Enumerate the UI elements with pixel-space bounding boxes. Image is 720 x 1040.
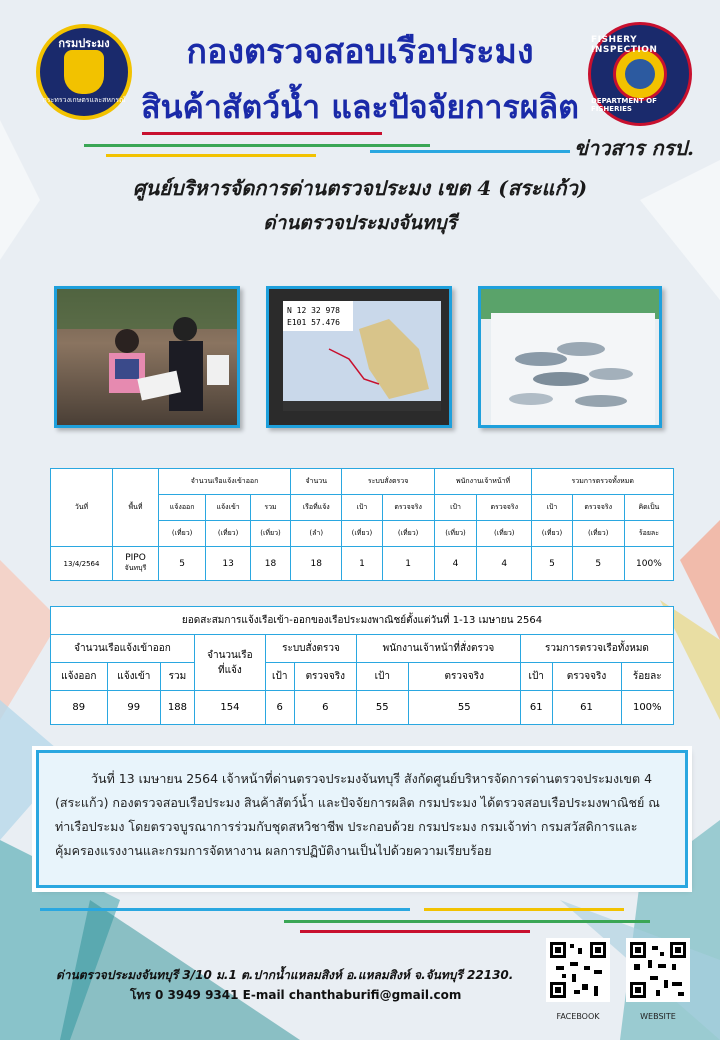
fishery-inspection-logo: [588, 22, 692, 126]
subtitle-center: ศูนย์บริหารจัดการด่านตรวจประมง เขต 4 (สระแก้ว): [132, 176, 588, 200]
unit-in: (เที่ยว): [206, 521, 251, 547]
header-staff: พนักงานเจ้าหน้าที่: [434, 469, 532, 495]
gps-lat-text: N 12 32 978: [287, 306, 340, 315]
website-qr-code[interactable]: [626, 938, 690, 1002]
photo-gps-screen: [266, 286, 452, 428]
fish-catch-illustration: [481, 289, 662, 428]
t2-cell-sum: 188: [161, 691, 195, 725]
divider-blue: [370, 150, 570, 153]
header-ships: เรือที่แจ้ง: [291, 495, 342, 521]
t2-header-total: รวมการตรวจเรือทั้งหมด: [520, 635, 673, 663]
facebook-qr-code[interactable]: [546, 938, 610, 1002]
unit-order-actual: (เที่ยว): [382, 521, 434, 547]
facebook-label: FACEBOOK: [556, 1012, 600, 1021]
t2-cell-ships: 154: [194, 691, 265, 725]
t2-cell-order-target: 6: [265, 691, 294, 725]
gps-lon-text: E101 57.476: [287, 318, 340, 327]
news-tag: ข่าวสาร กรป.: [574, 136, 694, 160]
header-sum: รวม: [250, 495, 290, 521]
footer-contact: โทร 0 3949 9341 E-mail chanthaburifi@gmail.com: [130, 988, 462, 1002]
t2-cell-out: 89: [51, 691, 108, 725]
footer-divider-yellow: [424, 908, 624, 911]
department-of-fisheries-logo: [36, 24, 132, 120]
cell-ships: 18: [291, 547, 342, 581]
officers-illustration: [57, 289, 240, 428]
cell-staff-target: 4: [434, 547, 476, 581]
cell-date: 13/4/2564: [51, 547, 113, 581]
footer-address: ด่านตรวจประมงจันทบุรี 3/10 ม.1 ต.ปากน้ำแหลมสิงห์ อ.แหลมสิงห์ จ.จันทบุรี 22130.: [56, 968, 514, 982]
gps-screen-illustration: [269, 289, 452, 428]
t2-header-in: แจ้งเข้า: [107, 663, 160, 691]
t2-header-notify: จำนวนเรือแจ้งเข้าออก: [51, 635, 195, 663]
t2-header-staff: พนักงานเจ้าหน้าที่สั่งตรวจ: [357, 635, 521, 663]
cell-total-target: 5: [532, 547, 572, 581]
shield-icon: [613, 47, 667, 101]
t2-cell-total-actual: 61: [552, 691, 621, 725]
header-staff-target: เป้า: [434, 495, 476, 521]
summary-text: วันที่ 13 เมษายน 2564 เจ้าหน้าที่ด่านตรวจประมงจันทบุรี สังกัดศูนย์บริหารจัดการด่านตรวจประมงเขต 4 (สระแก้ว) กองตรวจสอบเรือประมง สินค้าสัตว์น้ำ และปัจจัยการผลิต กรมประมง ได้ตรวจสอบเรือประมงพาณิชย์ ณ ท่าเรือประมง โดยตรวจบูรณาการร่วมกับชุดสหวิชาชีพ ประกอบด้วย กรมประมง กรมเจ้าท่า กรมสวัสดิการและคุ้มครองแรงงานและกรมการจัดหางาน ผลการปฏิบัติงานเป็นไปด้วยความเรียบร้อย: [55, 771, 660, 858]
summary-box: [36, 750, 688, 888]
t2-header-count: [194, 635, 265, 691]
t2-header-order-actual: ตรวจจริง: [294, 663, 356, 691]
t2-header-out: แจ้งออก: [51, 663, 108, 691]
cell-total-actual: 5: [572, 547, 624, 581]
header-order-actual: ตรวจจริง: [382, 495, 434, 521]
t2-cell-total-target: 61: [520, 691, 552, 725]
t2-header-order: ระบบสั่งตรวจ: [265, 635, 356, 663]
t2-header-count-line1: จำนวนเรือ: [207, 649, 253, 661]
header-notify: จำนวนเรือแจ้งเข้าออก: [159, 469, 291, 495]
cell-area: [113, 547, 159, 581]
t2-cell-order-actual: 6: [294, 691, 356, 725]
unit-order-target: (เที่ยว): [342, 521, 382, 547]
cell-area-name: จันทบุรี: [124, 564, 147, 572]
cell-percent: 100%: [624, 547, 673, 581]
header-order-system: ระบบสั่งตรวจ: [342, 469, 434, 495]
header-in: แจ้งเข้า: [206, 495, 251, 521]
divider-yellow: [106, 154, 316, 157]
unit-total-target: (เที่ยว): [532, 521, 572, 547]
footer-divider-green: [284, 920, 650, 923]
unit-staff-target: (เที่ยว): [434, 521, 476, 547]
divider-green: [84, 144, 430, 147]
t2-cell-staff-actual: 55: [408, 691, 520, 725]
qr-code-icon: [628, 940, 688, 1000]
unit-sum: (เที่ยว): [250, 521, 290, 547]
unit-ships: (ลำ): [291, 521, 342, 547]
footer-divider-red: [300, 930, 530, 933]
header-out: แจ้งออก: [159, 495, 206, 521]
header-percent: คิดเป็น: [624, 495, 673, 521]
t2-header-staff-target: เป้า: [357, 663, 409, 691]
table2-caption: ยอดสะสมการแจ้งเรือเข้า-ออกของเรือประมงพาณิชย์ตั้งแต่วันที่ 1-13 เมษายน 2564: [51, 607, 674, 635]
website-label: WEBSITE: [640, 1012, 676, 1021]
t2-header-percent: ร้อยละ: [621, 663, 673, 691]
header-area: พื้นที่: [113, 469, 159, 547]
t2-cell-staff-target: 55: [357, 691, 409, 725]
page-title-line2: สินค้าสัตว์น้ำ และปัจจัยการผลิต: [141, 88, 579, 126]
header-staff-actual: ตรวจจริง: [477, 495, 532, 521]
header-order-target: เป้า: [342, 495, 382, 521]
divider-red: [142, 132, 382, 135]
unit-total-actual: (เที่ยว): [572, 521, 624, 547]
t2-header-sum: รวม: [161, 663, 195, 691]
t2-header-total-target: เป้า: [520, 663, 552, 691]
logo-right-bottom-text: DEPARTMENT OF FISHERIES: [591, 97, 657, 113]
cell-sum: 18: [250, 547, 290, 581]
photo-fish-catch: [478, 286, 662, 428]
t2-header-staff-actual: ตรวจจริง: [408, 663, 520, 691]
header-total-target: เป้า: [532, 495, 572, 521]
cell-area-code: PIPO: [125, 553, 146, 563]
daily-inspection-table: [50, 468, 674, 581]
footer-divider-blue: [40, 908, 410, 911]
cell-order-target: 1: [342, 547, 382, 581]
t2-header-total-actual: ตรวจจริง: [552, 663, 621, 691]
header-total-actual: ตรวจจริง: [572, 495, 624, 521]
cumulative-inspection-table: [50, 606, 674, 725]
cell-staff-actual: 4: [477, 547, 532, 581]
cell-out: 5: [159, 547, 206, 581]
t2-header-count-line2: ที่แจ้ง: [218, 664, 242, 676]
header-date: วันที่: [51, 469, 113, 547]
cell-order-actual: 1: [382, 547, 434, 581]
header-total: รวมการตรวจทั้งหมด: [532, 469, 674, 495]
logo-right-top-text: FISHERY INSPECTION: [591, 35, 658, 55]
unit-staff-actual: (เที่ยว): [477, 521, 532, 547]
logo-left-top-text: กรมประมง: [58, 37, 110, 50]
emblem-icon: [64, 50, 104, 94]
qr-code-icon: [548, 940, 608, 1000]
photo-officers: [54, 286, 240, 428]
header-count: จำนวน: [291, 469, 342, 495]
unit-out: (เที่ยว): [159, 521, 206, 547]
t2-cell-percent: 100%: [621, 691, 673, 725]
cell-in: 13: [206, 547, 251, 581]
page-title-line1: กองตรวจสอบเรือประมง: [186, 32, 534, 72]
t2-cell-in: 99: [107, 691, 160, 725]
t2-header-order-target: เป้า: [265, 663, 294, 691]
logo-left-bottom-text: กระทรวงเกษตรและสหกรณ์: [42, 96, 126, 104]
subtitle-checkpoint: ด่านตรวจประมงจันทบุรี: [263, 212, 457, 234]
unit-percent: ร้อยละ: [624, 521, 673, 547]
